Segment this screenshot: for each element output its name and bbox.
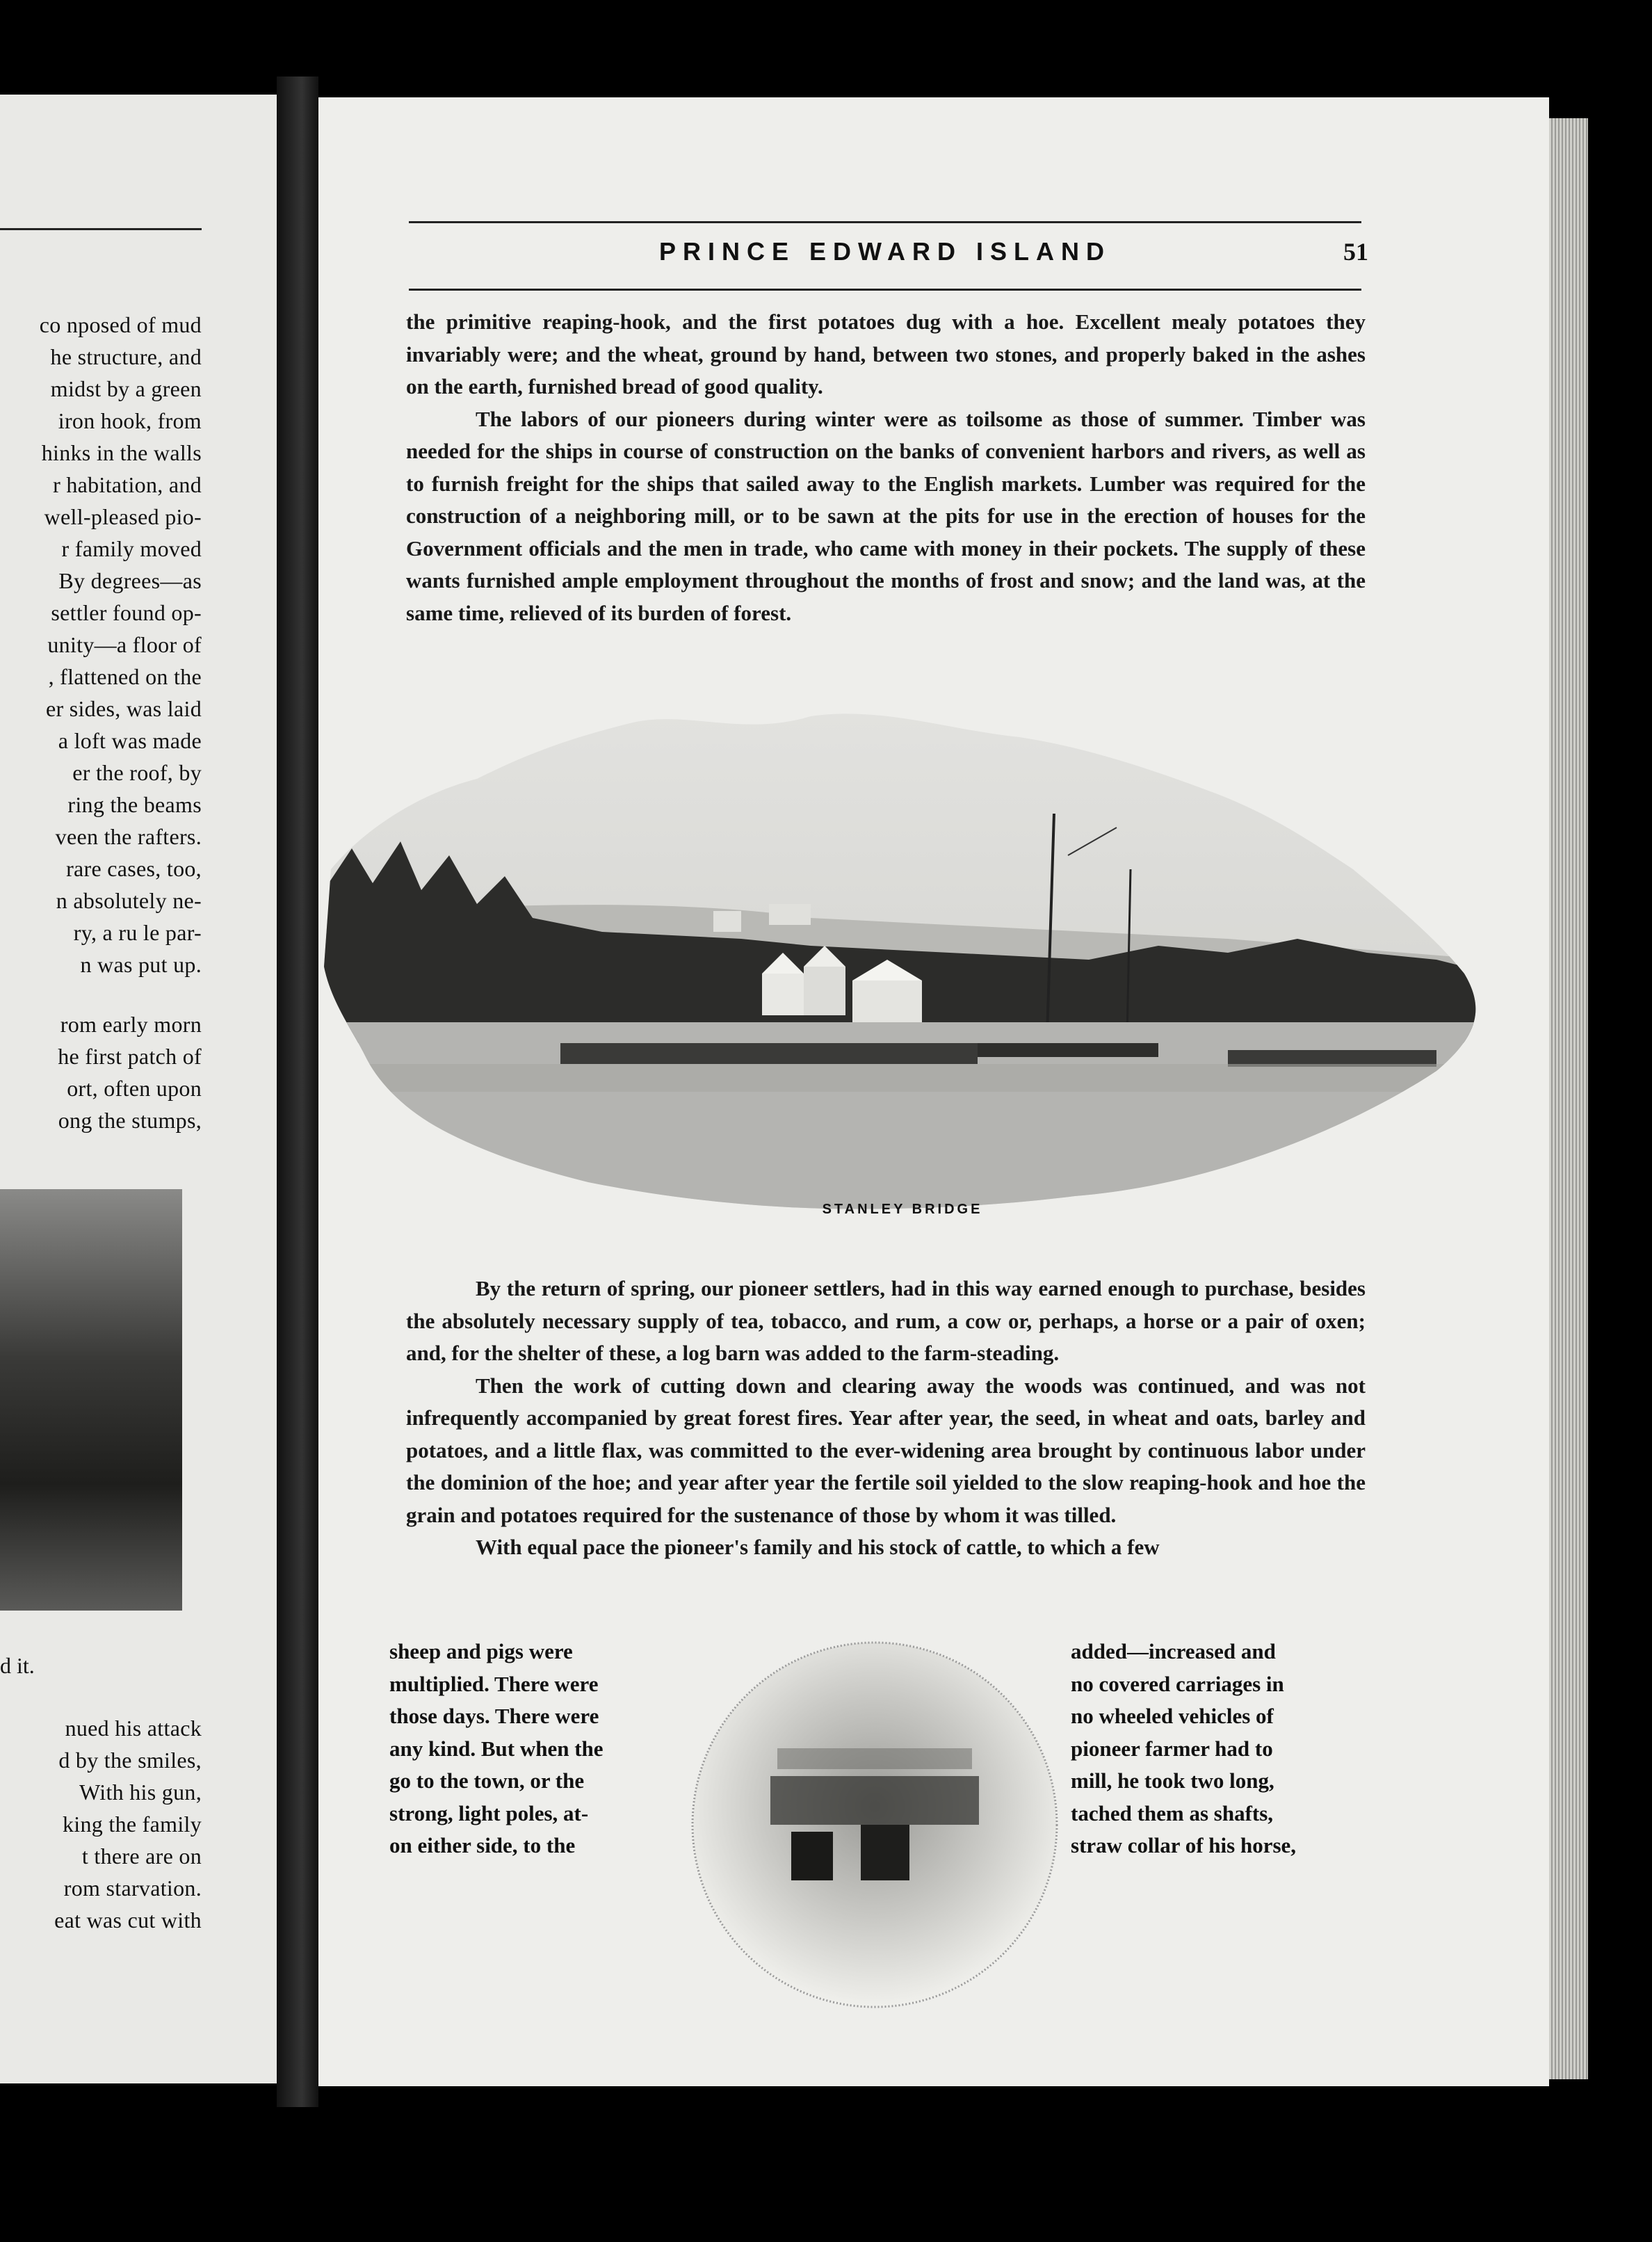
page-edge-stack xyxy=(1549,118,1588,2079)
left-page-text-line: n was put up. xyxy=(80,952,202,977)
left-page-text-line: unity—a floor of xyxy=(47,632,202,657)
page-number: 51 xyxy=(1343,238,1368,266)
right-page xyxy=(318,97,1549,2086)
left-page-fragment xyxy=(0,95,277,2083)
left-page-text-line: co nposed of mud xyxy=(39,312,202,337)
left-page-text-line: a loft was made xyxy=(58,728,202,753)
left-page-text-line: veen the rafters. xyxy=(55,824,202,849)
text-column-right xyxy=(1071,1636,1350,1862)
text-line: mill, he took two long, xyxy=(1071,1768,1274,1793)
text-line: pioneer farmer had to xyxy=(1071,1736,1273,1761)
text-line: no wheeled vehicles of xyxy=(1071,1704,1274,1728)
text-line: sheep and pigs were xyxy=(389,1639,573,1663)
text-line: go to the town, or the xyxy=(389,1768,585,1793)
left-page-text-line: ring the beams xyxy=(67,792,202,817)
left-page-text-line: ong the stumps, xyxy=(58,1108,202,1133)
left-page-text-line: midst by a green xyxy=(50,376,202,401)
text-line: added—increased and xyxy=(1071,1639,1276,1663)
text-line: no covered carriages in xyxy=(1071,1671,1284,1696)
paragraph: With equal pace the pioneer's family and his stock of cattle, to which a few xyxy=(476,1535,1160,1559)
left-page-text-line: d it. xyxy=(0,1653,35,1678)
left-page-text-line: r family moved xyxy=(61,536,202,561)
left-page-text-line: iron hook, from xyxy=(58,408,202,433)
left-page-text-line: , flattened on the xyxy=(48,664,202,689)
left-page-text-line: king the family xyxy=(62,1812,202,1837)
text-line: strong, light poles, at- xyxy=(389,1800,589,1825)
left-page-text-line: With his gun, xyxy=(79,1780,202,1805)
left-page-text-line: settler found op- xyxy=(51,600,202,625)
left-page-text-line: d by the smiles, xyxy=(58,1748,202,1773)
left-page-text-line: rom starvation. xyxy=(63,1876,202,1901)
left-page-text-line: nued his attack xyxy=(65,1716,202,1741)
book-gutter xyxy=(277,76,318,2107)
left-page-text-line: n absolutely ne- xyxy=(56,888,202,913)
running-header xyxy=(409,221,1368,291)
paragraph: the primitive reaping-hook, and the first potatoes dug with a hoe. Excellent mealy potatoes they invariably were; and the wheat, ground by hand, between two stones, and properly baked in the ashes on the earth, furnished bread of good quality. xyxy=(406,309,1366,398)
stanley-bridge-photo xyxy=(324,709,1492,1224)
text-line: tached them as shafts, xyxy=(1071,1800,1274,1825)
left-page-text-line: By degrees—as xyxy=(58,568,202,593)
left-page-text-line: ort, often upon xyxy=(67,1076,202,1101)
text-column-left xyxy=(389,1636,667,1862)
left-page-header-rule xyxy=(0,228,202,230)
paragraph: By the return of spring, our pioneer settlers, had in this way earned enough to purchase, besides the absolutely necessary supply of tea, tobacco, and rum, a cow or, perhaps, a horse or a pair of oxen; and, for the shelter of these, a log barn was added to the farm-steading. xyxy=(406,1276,1366,1365)
left-page-text-line: t there are on xyxy=(81,1844,202,1869)
left-page-text-line: er sides, was laid xyxy=(45,696,202,721)
text-line: multiplied. There were xyxy=(389,1671,599,1696)
text-block-mid xyxy=(406,1273,1366,1564)
left-page-text-line: rare cases, too, xyxy=(66,856,202,881)
left-page-text-line: he first patch of xyxy=(58,1044,202,1069)
text-line: those days. There were xyxy=(389,1704,599,1728)
left-page-text-line: r habitation, and xyxy=(53,472,202,497)
left-page-text-line: eat was cut with xyxy=(54,1908,202,1933)
paragraph: Then the work of cutting down and clearing away the woods was continued, and was not infrequently accompanied by great forest fires. Year after year, the seed, in wheat and oats, barley and potatoes, and a little flax, was committed to the ever-widening area brought by continuous labor under the dominion of the hoe; and year after year the fertile soil yielded to the slow reaping-hook and hoe the grain and potatoes required for the sustenance of those by whom it was tilled. xyxy=(406,1373,1366,1527)
left-page-text-line: well-pleased pio- xyxy=(44,504,202,529)
text-line: straw collar of his horse, xyxy=(1071,1833,1297,1857)
paragraph: The labors of our pioneers during winter were as toilsome as those of summer. Timber was needed for the ships in course of construction on the banks of convenient harbors and rivers, as well as to furnish freight for the ships that sailed away to the English markets. Lumber was required for the construction of a neighboring mill, or to be sawn at the pits for use in the erection of houses for the Government officials and the men in trade, who came with money in their pockets. The supply of these wants furnished ample employment throughout the months of frost and snow; and the land was, at the same time, relieved of its burden of forest. xyxy=(406,406,1366,625)
left-page-text-line: hinks in the walls xyxy=(41,440,202,465)
left-page-photo xyxy=(0,1189,182,1611)
medallion-photo xyxy=(687,1637,1062,2013)
text-block-top xyxy=(406,306,1366,629)
text-line: on either side, to the xyxy=(389,1833,576,1857)
text-line: any kind. But when the xyxy=(389,1736,604,1761)
left-page-text-line: he structure, and xyxy=(50,344,202,369)
left-page-text-line: rom early morn xyxy=(60,1012,202,1037)
running-title: PRINCE EDWARD ISLAND xyxy=(658,237,1112,266)
left-page-text-line: er the roof, by xyxy=(72,760,202,785)
photo-caption: STANLEY BRIDGE xyxy=(822,1202,983,1217)
left-page-text-line: ry, a ru le par- xyxy=(73,920,202,945)
